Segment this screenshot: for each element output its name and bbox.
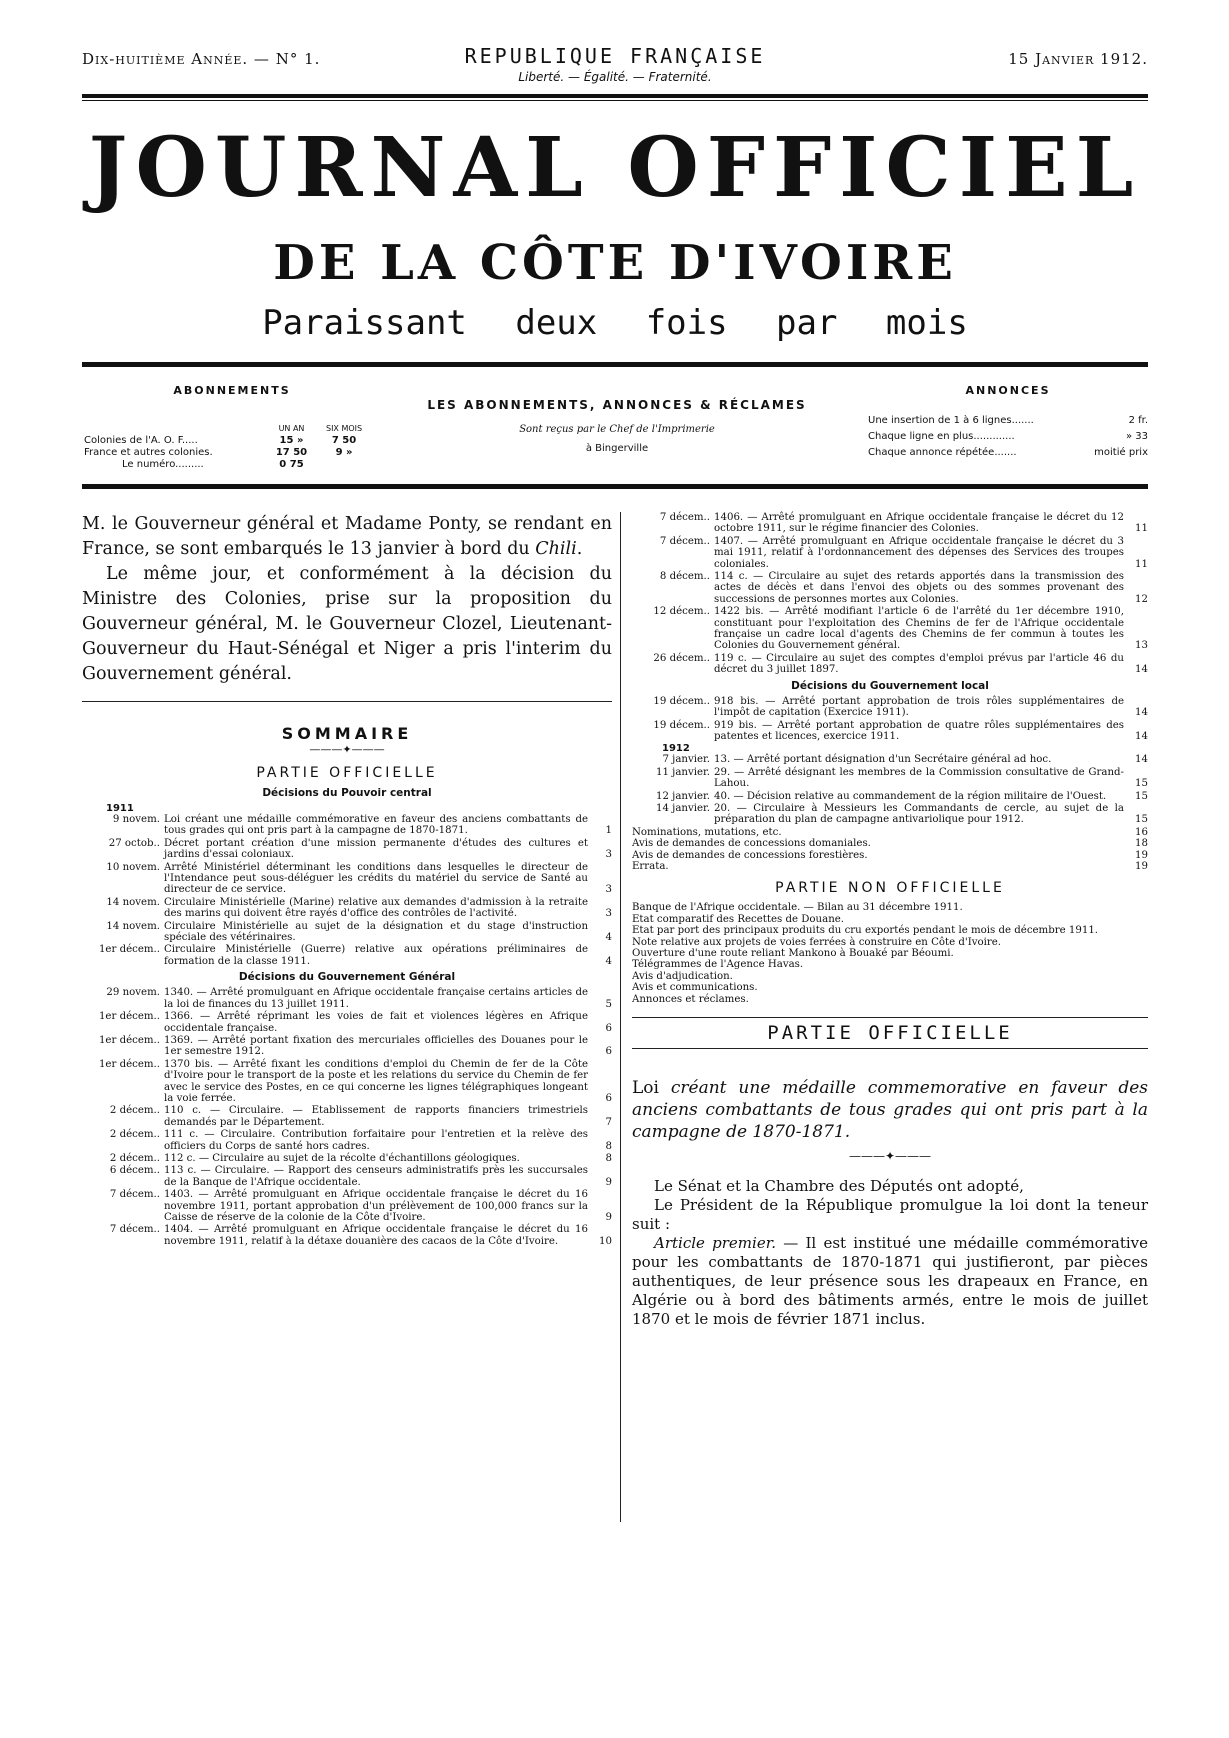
list-item	[82, 838, 612, 861]
entry-date: 7 janvier.	[662, 754, 710, 766]
annonces-block	[868, 384, 1148, 461]
entry-text: Avis de demandes de concessions domaniales.	[632, 838, 871, 850]
list-item	[632, 536, 1148, 570]
entry-page: 13	[1135, 640, 1148, 652]
loi-title-text: créant une médaille commemorative en faveur des anciens combattants de tous grades qui ont pris part à la campagne de 1870-1871.	[632, 1078, 1148, 1143]
list-item	[82, 987, 612, 1010]
loi-title	[632, 1077, 1148, 1143]
entry-page: 12	[1135, 593, 1148, 605]
entry-text: Circulaire Ministérielle au sujet de la désignation et du stage d'instruction spéciale des vétérinaires.	[164, 920, 588, 944]
entry-date: 7 décem..	[109, 1224, 160, 1236]
gouvernement-local-list	[632, 696, 1148, 743]
entry-date: 10 novem.	[106, 861, 160, 873]
entry-date: 2 décem..	[109, 1129, 160, 1141]
body-paragraph	[632, 1234, 1148, 1329]
list-item	[632, 850, 1148, 861]
left-column	[82, 512, 612, 1248]
entry-text: 1403. — Arrêté promulguant en Afrique occidentale française le décret du 16 novembre 1911, portant approbation d'un prélèvement de 100,000 francs sur la Caisse de réserve de la colonie de la Côte d'Ivoire.	[164, 1189, 588, 1223]
reception-place: à Bingerville	[585, 443, 649, 454]
announcement-text: M. le Gouverneur général et Madame Ponty, se rendant en France, se sont embarqués le 13 janvier à bord du	[82, 514, 612, 559]
entry-text: 918 bis. — Arrêté portant approbation de trois rôles supplémentaires de l'impôt de capitation (Exercice 1911).	[714, 695, 1124, 719]
entry-page: 16	[1135, 826, 1148, 838]
list-item: Avis et communications.	[632, 982, 758, 994]
list-item: Note relative aux projets de voies ferrées à construire en Côte d'Ivoire.	[632, 936, 1002, 948]
entry-text: Arrêté Ministériel déterminant les conditions dans lesquelles le directeur de l'Intendance peut sous-déléguer les crédits du matériel du service de Santé au directeur de ce service.	[164, 861, 588, 896]
masthead-title: JOURNAL OFFICIEL	[88, 120, 1142, 216]
entry-page: 7	[605, 1116, 612, 1128]
entry-date: 1er décem..	[98, 944, 160, 956]
abonnements-table	[82, 423, 372, 471]
divider	[82, 701, 612, 702]
entry-page: 9	[605, 1212, 612, 1223]
annonces-heading: ANNONCES	[965, 384, 1051, 397]
entry-text: 112 c. — Circulaire au sujet de la récolte d'échantillons géologiques.	[164, 1152, 520, 1164]
announcement-text: .	[576, 539, 583, 559]
list-item	[632, 754, 1148, 765]
entry-date: 9 novem.	[112, 814, 160, 825]
list-item	[82, 1035, 612, 1058]
pouvoir-central-list	[82, 814, 612, 967]
entry-page: 14	[1135, 730, 1148, 742]
entry-date: 27 octob..	[108, 837, 160, 849]
reception-text: Sont reçus par le Chef de l'Imprimerie	[519, 424, 715, 435]
row-six-mois: 9 »	[335, 447, 353, 458]
issue-date: 15 Janvier 1912.	[1008, 50, 1148, 68]
entry-page: 4	[605, 932, 612, 944]
entry-text: 1406. — Arrêté promulguant en Afrique occidentale française le décret du 12 octobre 1911, sur le régime financier des Colonies.	[714, 512, 1124, 535]
partie-officielle-heading: PARTIE OFFICIELLE	[256, 765, 438, 781]
entry-date: 1er décem..	[98, 1034, 160, 1046]
entry-page: 15	[1135, 790, 1148, 802]
entry-page: 3	[605, 849, 612, 861]
reception-heading: LES ABONNEMENTS, ANNONCES & RÉCLAMES	[427, 398, 807, 412]
col-un-an: UN AN	[278, 424, 305, 433]
list-item	[632, 696, 1148, 719]
row-six-mois: 7 50	[331, 435, 357, 446]
entry-text: 1366. — Arrêté réprimant les voies de fait et violences légères en Afrique occidentale française.	[164, 1011, 588, 1034]
list-item	[82, 1105, 612, 1128]
entry-page: 9	[605, 1176, 612, 1188]
list-item	[82, 814, 612, 837]
ship-name: Chili	[535, 539, 577, 559]
entry-date: 2 décem..	[109, 1152, 160, 1164]
list-item	[82, 1165, 612, 1188]
body-paragraph: Le Sénat et la Chambre des Députés ont adopté,	[654, 1177, 1024, 1196]
republic-title: REPUBLIQUE FRANÇAISE	[464, 44, 766, 68]
list-item	[632, 838, 1148, 849]
entry-page: 3	[605, 908, 612, 920]
body-paragraph: Le Président de la République promulgue la loi dont la teneur suit :	[632, 1196, 1148, 1234]
entry-date: 7 décem..	[659, 512, 710, 523]
sommaire-continued-list	[632, 512, 1148, 676]
list-item	[82, 1189, 612, 1223]
entry-page: 8	[605, 1140, 612, 1152]
list-item: Etat par port des principaux produits du cru exportés pendant le mois de décembre 1911.	[632, 925, 1099, 937]
entry-date: 7 décem..	[109, 1189, 160, 1201]
entry-text: 1404. — Arrêté promulguant en Afrique occidentale française le décret du 16 novembre 1911, relatif à la détaxe douanière des cacaos de la Côte d'Ivoire.	[164, 1224, 588, 1247]
entry-text: 119 c. — Circulaire au sujet des comptes d'emploi prévus par l'article 46 du décret du 3 juillet 1897.	[714, 652, 1124, 676]
entry-page: 15	[1135, 778, 1148, 790]
row-label: Colonies de l'A. O. F.....	[84, 435, 198, 446]
list-item	[82, 921, 612, 944]
republic-block	[82, 44, 1148, 84]
entry-text: 114 c. — Circulaire au sujet des retards apportés dans la transmission des actes de décès et dans l'envoi des objets ou des sommes provenant des successions de personnes mortes aux Colonies.	[714, 571, 1124, 605]
list-item	[632, 653, 1148, 676]
entry-page: 14	[1135, 754, 1148, 766]
partie-non-officielle-heading: PARTIE NON OFFICIELLE	[775, 880, 1005, 897]
entry-date: 2 décem..	[109, 1105, 160, 1117]
list-item: Etat comparatif des Recettes de Douane.	[632, 913, 845, 925]
list-item	[632, 571, 1148, 605]
entry-text: Décret portant création d'une mission permanente d'études des cultures et jardins d'essai coloniaux.	[164, 837, 588, 861]
entry-page: 14	[1135, 664, 1148, 676]
list-item	[82, 1011, 612, 1034]
entry-date: 11 janvier.	[655, 766, 710, 778]
entry-page: 6	[605, 1092, 612, 1104]
entry-text: 1422 bis. — Arrêté modifiant l'article 6 de l'arrêté du 1er décembre 1910, constituant pour l'exploitation des Chemins de fer de l'Afrique occidentale française un cadre local d'agents des Chemins de fer commun à toutes les Colonies du Gouvernement général.	[714, 606, 1124, 652]
list-item	[82, 897, 612, 920]
entry-text: Loi créant une médaille commémorative en faveur des anciens combattants de tous grades qui ont pris part à la campagne de 1870-1871.	[164, 814, 588, 837]
entry-page: 8	[605, 1152, 612, 1164]
entry-page: 5	[605, 998, 612, 1010]
entry-text: 1369. — Arrêté portant fixation des mercuriales officielles des Douanes pour le 1er semestre 1912.	[164, 1034, 588, 1058]
announcement-paragraph	[82, 512, 612, 562]
numero-price: 0 75	[279, 459, 304, 470]
row-un-an: 15 »	[279, 435, 304, 446]
loi-body	[632, 1177, 1148, 1329]
list-item	[632, 720, 1148, 743]
annonce-label: Chaque ligne en plus.............	[868, 431, 1015, 442]
entry-page: 19	[1135, 849, 1148, 861]
col-six-mois: SIX MOIS	[325, 424, 363, 433]
annonce-price: » 33	[1125, 431, 1148, 442]
partie-officielle-section-heading: PARTIE OFFICIELLE	[632, 1017, 1148, 1049]
annonce-label: Chaque annonce répétée.......	[868, 447, 1017, 458]
list-item	[632, 827, 1148, 838]
table-row	[82, 435, 372, 447]
list-item	[868, 413, 1148, 429]
entry-text: 1407. — Arrêté promulguant en Afrique occidentale française le décret du 3 mai 1911, relatif à l'ordonnancement des dépenses des Services des troupes coloniales.	[714, 535, 1124, 570]
entry-date: 1er décem..	[98, 1058, 160, 1070]
annonce-label: Une insertion de 1 à 6 lignes.......	[868, 415, 1034, 426]
header-rule	[82, 94, 1148, 98]
year-label: 1911	[106, 803, 134, 814]
entry-text: 20. — Circulaire à Messieurs les Commandants de cercle, au sujet de la préparation du plan de campagne antivariolique pour 1912.	[714, 802, 1124, 826]
article-text: — Il est institué une médaille commémorative pour les combattants de 1870-1871 qui justifieront, par pièces authentiques, de leur présence sous les drapeaux en France, en Algérie ou à bord des bâtiments armés, entre le mois de juillet 1870 et le mois de février 1871 inclus.	[632, 1234, 1148, 1329]
entry-date: 29 novem.	[106, 987, 160, 999]
ornament: ———✦———	[848, 1149, 932, 1164]
list-item: Avis d'adjudication.	[632, 970, 733, 982]
list-item	[632, 512, 1148, 535]
band-top-rule	[82, 362, 1148, 367]
entry-text: 13. — Arrêté portant désignation d'un Secrétaire général ad hoc.	[714, 754, 1052, 766]
sommaire-title: SOMMAIRE	[281, 724, 413, 743]
masthead-frequency: Paraissant deux fois par mois	[262, 303, 968, 343]
list-item	[82, 1129, 612, 1152]
gouvernement-general-list	[82, 987, 612, 1247]
entry-date: 19 décem..	[653, 719, 710, 731]
top-header	[82, 44, 1148, 88]
list-item	[632, 861, 1148, 872]
pouvoir-central-heading: Décisions du Pouvoir central	[262, 787, 432, 799]
list-item	[632, 803, 1148, 826]
loi-lead: Loi	[632, 1078, 659, 1099]
abonnements-heading: ABONNEMENTS	[173, 384, 291, 397]
list-item	[868, 445, 1148, 461]
entry-text: Errata.	[632, 860, 669, 872]
list-item: Banque de l'Afrique occidentale. — Bilan au 31 décembre 1911.	[632, 902, 963, 914]
right-column	[632, 512, 1148, 1329]
list-item	[632, 767, 1148, 790]
abonnements-block	[82, 384, 382, 471]
announcement-paragraph: Le même jour, et conformément à la décision du Ministre des Colonies, prise sur la proposition du Gouverneur général, M. le Gouverneur Clozel, Lieutenant-Gouverneur du Haut-Sénégal et Niger a pris l'interim du Gouvernement général.	[82, 564, 612, 684]
entry-date: 12 décem..	[653, 606, 710, 618]
ornament: ———✦———	[309, 743, 385, 756]
list-item	[82, 944, 612, 967]
entry-page: 18	[1135, 838, 1148, 850]
republic-motto: Liberté. — Égalité. — Fraternité.	[518, 70, 712, 84]
masthead-subtitle: DE LA CÔTE D'IVOIRE	[273, 235, 957, 291]
header-rule-thin	[82, 100, 1148, 101]
entry-page: 3	[605, 884, 612, 896]
list-item	[82, 1224, 612, 1247]
row-label: France et autres colonies.	[84, 447, 213, 458]
entry-text: 113 c. — Circulaire. — Rapport des censeurs administratifs près les succursales de la Banque de l'Afrique occidentale.	[164, 1165, 588, 1188]
entry-text: Circulaire Ministérielle (Guerre) relative aux opérations préliminaires de formation de la classe 1911.	[164, 944, 588, 967]
entry-text: 40. — Décision relative au commandement de la région militaire de l'Ouest.	[714, 790, 1107, 802]
list-item: Ouverture d'une route reliant Mankono à Bouaké par Béoumi.	[632, 948, 954, 959]
entry-date: 14 novem.	[106, 920, 160, 932]
list-item	[632, 606, 1148, 652]
table-row	[82, 447, 372, 459]
row-un-an: 17 50	[275, 447, 308, 458]
non-officielle-list	[632, 902, 1148, 1005]
table-row	[82, 459, 372, 471]
list-item	[82, 1059, 612, 1105]
entry-text: 111 c. — Circulaire. Contribution forfaitaire pour l'entretien et la relève des officiers du Corps de santé hors cadres.	[164, 1129, 588, 1152]
gouvernement-general-heading: Décisions du Gouvernement Général	[238, 971, 456, 984]
entry-date: 1er décem..	[98, 1011, 160, 1023]
announcement	[82, 512, 612, 687]
entry-date: 12 janvier.	[655, 790, 710, 802]
entry-text: Avis de demandes de concessions forestières.	[632, 849, 868, 861]
entry-text: Circulaire Ministérielle (Marine) relative aux demandes d'admission à la retraite des marins qui doivent être rayés d'office des contrôles de l'activité.	[164, 896, 588, 920]
list-item: Annonces et réclames.	[632, 993, 749, 1005]
entry-text: 919 bis. — Arrêté portant approbation de quatre rôles supplémentaires des patentes et licences, exercice 1911.	[714, 719, 1124, 742]
entry-page: 14	[1135, 707, 1148, 719]
gouvernement-local-heading: Décisions du Gouvernement local	[791, 679, 989, 692]
entry-page: 19	[1135, 860, 1148, 872]
column-divider	[620, 512, 621, 1522]
entry-text: 29. — Arrêté désignant les membres de la Commission consultative de Grand-Lahou.	[714, 766, 1124, 790]
gouvernement-local-1912-list	[632, 754, 1148, 825]
entry-date: 14 novem.	[106, 896, 160, 908]
entry-date: 6 décem..	[109, 1165, 160, 1177]
entry-date: 14 janvier.	[655, 802, 710, 814]
list-item: Télégrammes de l'Agence Havas.	[632, 959, 804, 971]
reception-block	[392, 398, 842, 454]
entry-page: 11	[1135, 558, 1148, 570]
year-label: 1912	[662, 743, 690, 755]
entry-date: 19 décem..	[653, 695, 710, 707]
issue-number: Dix-huitième Année. — N° 1.	[82, 50, 321, 68]
numero-label: Le numéro.........	[122, 459, 204, 470]
entry-text: 1370 bis. — Arrêté fixant les conditions d'emploi du Chemin de fer de la Côte d'Ivoire pour le transport de la poste et les relations du service du Chemin de fer avec le service des Postes, en ce qui concerne les lignes télégraphiques longeant la voie ferrée.	[164, 1058, 588, 1104]
entry-date: 8 décem..	[659, 571, 710, 583]
subscription-band	[82, 372, 1148, 482]
entry-date: 26 décem..	[653, 652, 710, 664]
list-item	[868, 429, 1148, 445]
entry-page: 11	[1135, 523, 1148, 535]
entry-page: 15	[1135, 814, 1148, 826]
entry-page: 10	[599, 1235, 612, 1247]
annonce-price: moitié prix	[1094, 447, 1148, 458]
entry-date: 7 décem..	[659, 535, 710, 547]
entry-page: 4	[605, 955, 612, 967]
entry-page: 6	[605, 1046, 612, 1058]
entry-page: 1	[605, 825, 612, 837]
list-item	[82, 1153, 612, 1164]
entry-text: Nominations, mutations, etc.	[632, 826, 782, 838]
entry-text: 1340. — Arrêté promulguant en Afrique occidentale française certains articles de la loi de finances du 13 juillet 1911.	[164, 987, 588, 1010]
misc-list	[632, 827, 1148, 873]
article-label: Article premier.	[654, 1234, 776, 1253]
entry-text: 110 c. — Circulaire. — Etablissement de rapports financiers trimestriels demandés par le Département.	[164, 1105, 588, 1128]
list-item	[632, 791, 1148, 802]
annonce-price: 2 fr.	[1128, 415, 1148, 426]
list-item	[82, 862, 612, 896]
entry-page: 6	[605, 1022, 612, 1034]
band-bottom-rule	[82, 484, 1148, 489]
